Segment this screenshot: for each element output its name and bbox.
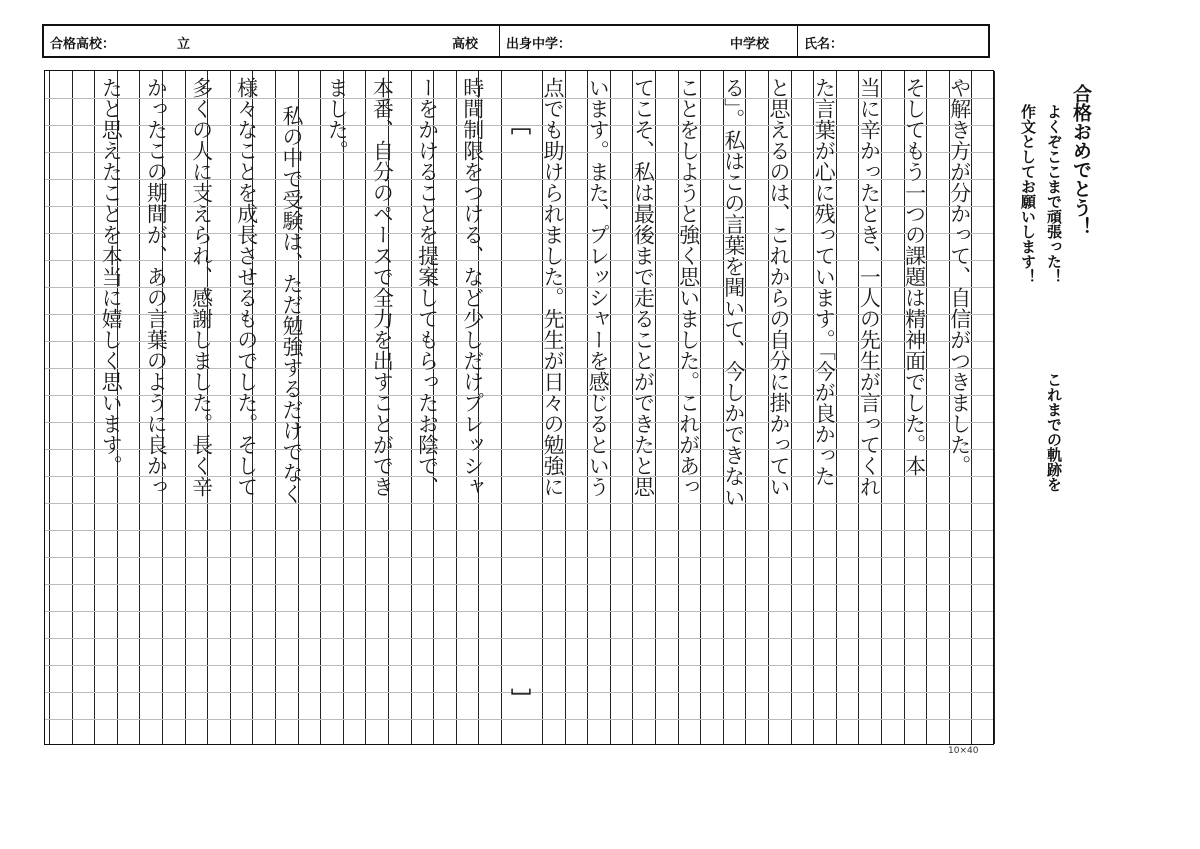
high-school-suffix: 高校 [452,37,479,52]
grid-row-line [45,557,993,558]
grid-column-line [230,71,231,744]
grid-column-line [94,71,95,744]
junior-high-field[interactable] [500,26,798,56]
grid-column-line [365,71,366,744]
grid-row-line [45,395,993,396]
grid-row-line [45,260,993,261]
high-school-label: 合格高校： [50,37,116,52]
junior-high-label: 出身中学： [506,37,572,52]
essay-column-text: る」。私はこの言葉を聞いて、今しかできない [721,77,746,508]
essay-column-text: ました。 [325,77,350,161]
grid-row-line [45,341,993,342]
essay-column-text: てこそ、私は最後まで走ることができたと思 [631,77,656,497]
essay-column-text: 時間制限をつける、など少しだけプレッシャ [460,77,485,497]
essay-column-text: 多くの人に支えられ、感謝しました。長く辛 [189,77,214,497]
essay-column-text: います。また、プレッシャーを感じるという [586,77,611,497]
grid-column-line [139,71,140,744]
grid-row-line [45,233,993,234]
essay-column-text: と思えるのは、これからの自分に掛かってい [767,77,791,497]
grid-column-line [411,71,412,744]
grid-column-line [501,71,502,744]
essay-column-text: 本番、自分のペースで全力を出すことができ [370,77,395,497]
junior-high-suffix: 中学校 [730,37,770,52]
grid-row-line [45,449,993,450]
congratulations-title: 合格おめでとう！ [1070,84,1092,236]
essay-column-text: かったこの期間が、あの言葉のように良かっ [144,77,169,497]
student-info-header [42,24,990,58]
grid-row-line [45,584,993,585]
grid-row-line [45,368,993,369]
grid-column-line [994,71,995,744]
grid-row-line [45,206,993,207]
high-school-field[interactable] [44,26,500,56]
grid-row-line [45,152,993,153]
grid-column-line [72,71,73,744]
grid-row-line [45,611,993,612]
side-line-1: よくぞここまで頑張った！ [1045,104,1063,284]
grid-row-line [45,422,993,423]
grid-column-line [456,71,457,744]
grid-column-line [49,71,50,744]
name-field[interactable] [798,26,988,56]
grid-row-line [45,287,993,288]
grid-row-line [45,530,993,531]
essay-column-text: や解き方が分かって、自信がつきました。 [947,77,972,476]
grid-row-line [45,503,993,504]
essay-column-text: ことをしようと強く思いました。これがあっ [676,77,701,497]
essay-column-text: そしてもう一つの課題は精神面でした。本 [902,77,927,476]
grid-row-line [45,314,993,315]
side-line-2: これまでの軌跡を [1045,372,1063,492]
essay-column-text: 私の中で受験は、ただ勉強するだけでなく [280,105,304,504]
grid-row-line [45,719,993,720]
name-label: 氏名： [804,37,844,52]
high-school-prefecture-text: 立 [177,37,191,52]
grid-column-line [320,71,321,744]
grid-row-line [45,665,993,666]
grid-row-line [45,476,993,477]
essay-column-text: 当に辛かったとき、一人の先生が言ってくれ [857,77,882,497]
grid-row-line [45,98,993,99]
essay-column-text: ーをかけることを提案してもらったお陰で、 [415,77,440,497]
essay-column-text: た言葉が心に残っています。「今が良かった [812,77,837,487]
side-line-3: 作文としてお願いします！ [1019,104,1037,284]
essay-column-text: たと思えたことを本当に嬉しく思います。 [99,77,124,476]
grid-column-line [185,71,186,744]
grid-row-line [45,179,993,180]
open-bracket-mark: ﹇ [511,113,531,137]
grid-column-line [275,71,276,744]
manuscript-grid [44,70,994,745]
grid-row-line [45,638,993,639]
essay-column-text: 点でも助けられました。先生が日々の勉強に [541,77,565,497]
close-bracket-mark: ﹈ [511,687,531,711]
grid-size-label: 10×40 [948,746,979,756]
essay-column-text: 様々なことを成長させるものでした。そして [234,77,259,497]
